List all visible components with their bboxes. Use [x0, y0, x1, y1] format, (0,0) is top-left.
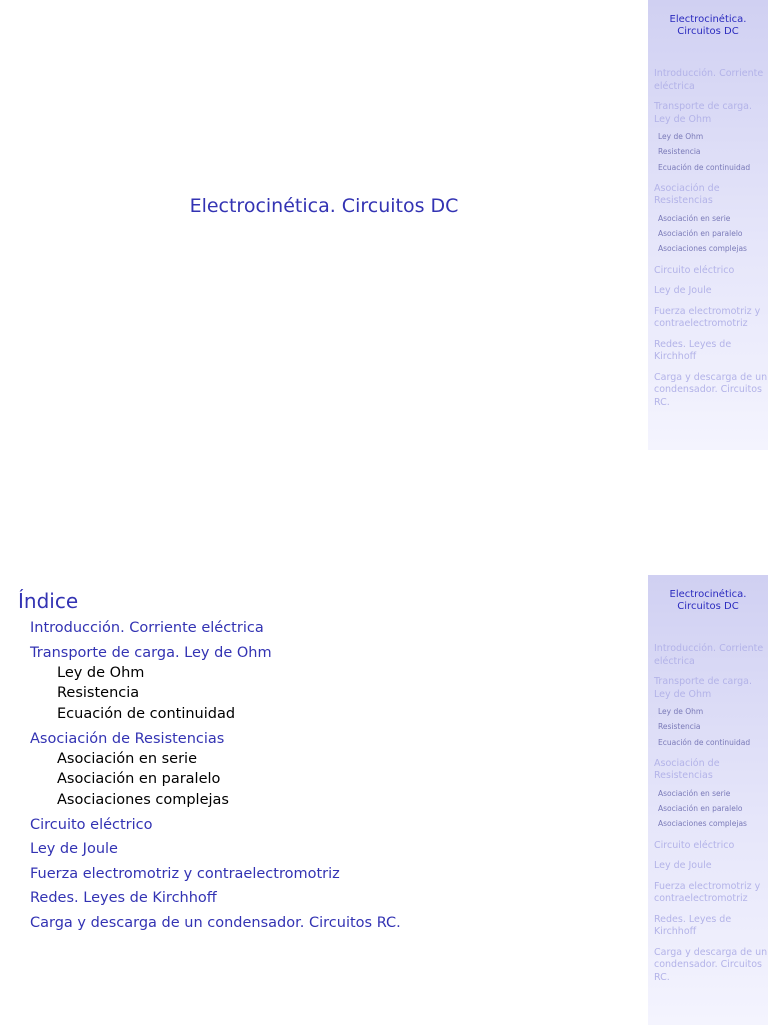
index-title: Índice [18, 589, 79, 613]
sidebar-section[interactable] [654, 339, 768, 364]
sidebar-section[interactable] [654, 101, 768, 175]
index-slide [0, 575, 768, 1025]
sidebar-section-label[interactable]: Redes. Leyes de Kirchhoff [654, 338, 732, 363]
sidebar-subsection[interactable]: Ecuación de continuidad [658, 162, 751, 172]
toc-section-label[interactable]: Ley de Joule [30, 841, 118, 857]
sidebar-section-label[interactable]: Circuito eléctrico [654, 264, 735, 276]
toc-section[interactable] [30, 865, 630, 884]
toc-subsection[interactable]: Ley de Ohm [57, 664, 145, 681]
sidebar-section[interactable] [654, 676, 768, 750]
sidebar-section-label[interactable]: Introducción. Corriente eléctrica [654, 643, 764, 667]
toc-subsection[interactable]: Asociaciones complejas [57, 791, 229, 808]
slide-title: Electrocinética. Circuitos DC [189, 195, 459, 217]
sidebar-section[interactable] [654, 860, 768, 873]
sidebar-section-label[interactable]: Asociación de Resistencias [654, 182, 720, 207]
sidebar-section[interactable] [654, 758, 768, 832]
sidebar-title[interactable]: Electrocinética. Circuitos DC [669, 589, 747, 612]
sidebar-section-label[interactable]: Ley de Joule [654, 285, 712, 297]
sidebar-section-label[interactable]: Ley de Joule [654, 860, 712, 872]
table-of-contents [30, 619, 630, 933]
toc-section[interactable] [30, 730, 630, 811]
toc-subsection[interactable]: Asociación en paralelo [57, 771, 221, 787]
sidebar-subsection[interactable]: Asociaciones complejas [658, 244, 747, 254]
sidebar-section-label[interactable]: Fuerza electromotriz y contraelectromotriz [654, 305, 761, 330]
sidebar-section[interactable] [654, 285, 768, 298]
sidebar-section[interactable] [654, 265, 768, 278]
toc-subsection[interactable]: Asociación en serie [57, 750, 198, 767]
sidebar-section-label[interactable]: Transporte de carga. Ley de Ohm [654, 676, 752, 700]
sidebar-subsection[interactable]: Asociaciones complejas [658, 819, 747, 829]
toc-section[interactable] [30, 889, 630, 908]
sidebar-subsection[interactable]: Asociación en serie [658, 788, 731, 798]
sidebar-section[interactable] [654, 643, 768, 668]
sidebar-section[interactable] [654, 947, 768, 985]
toc-section[interactable] [30, 816, 630, 835]
page-gap [0, 450, 768, 575]
toc-section-label[interactable]: Circuito eléctrico [30, 816, 153, 833]
sidebar-section-label[interactable]: Circuito eléctrico [654, 839, 735, 851]
sidebar-nav [654, 68, 768, 409]
title-slide [0, 0, 768, 450]
sidebar-nav [654, 643, 768, 984]
sidebar-section[interactable] [654, 881, 768, 906]
sidebar-subsection[interactable]: Resistencia [658, 722, 701, 732]
toc-section-label[interactable]: Asociación de Resistencias [30, 730, 225, 747]
toc-subsection[interactable]: Ecuación de continuidad [57, 705, 236, 722]
sidebar-section-label[interactable]: Carga y descarga de un condensador. Circuitos RC. [654, 371, 768, 408]
toc-section[interactable] [30, 840, 630, 859]
sidebar [648, 575, 768, 1025]
sidebar-section-label[interactable]: Fuerza electromotriz y contraelectromotriz [654, 880, 761, 905]
toc-section-label[interactable]: Fuerza electromotriz y contraelectromotriz [30, 865, 340, 882]
sidebar-section-label[interactable]: Asociación de Resistencias [654, 757, 720, 782]
sidebar-title[interactable]: Electrocinética. Circuitos DC [669, 14, 747, 37]
sidebar-subsection[interactable]: Ley de Ohm [658, 707, 704, 716]
toc-section[interactable] [30, 914, 630, 933]
sidebar-subsection[interactable]: Asociación en paralelo [658, 229, 743, 239]
sidebar-subsection[interactable]: Resistencia [658, 147, 701, 157]
sidebar-section[interactable] [654, 840, 768, 853]
toc-section[interactable] [30, 619, 630, 638]
sidebar [648, 0, 768, 450]
toc-section-label[interactable]: Carga y descarga de un condensador. Circuitos RC. [30, 914, 401, 931]
toc-subsection[interactable]: Resistencia [57, 685, 140, 701]
sidebar-subsection[interactable]: Asociación en serie [658, 213, 731, 223]
toc-section-label[interactable]: Transporte de carga. Ley de Ohm [30, 644, 272, 661]
sidebar-section[interactable] [654, 914, 768, 939]
sidebar-section-label[interactable]: Carga y descarga de un condensador. Circuitos RC. [654, 946, 768, 983]
sidebar-section-label[interactable]: Introducción. Corriente eléctrica [654, 68, 764, 92]
toc-section-label[interactable]: Introducción. Corriente eléctrica [30, 620, 264, 636]
sidebar-section[interactable] [654, 68, 768, 93]
sidebar-section-label[interactable]: Transporte de carga. Ley de Ohm [654, 101, 752, 125]
sidebar-section-label[interactable]: Redes. Leyes de Kirchhoff [654, 913, 732, 938]
sidebar-subsection[interactable]: Ley de Ohm [658, 132, 704, 141]
toc-section-label[interactable]: Redes. Leyes de Kirchhoff [30, 890, 217, 906]
sidebar-section[interactable] [654, 306, 768, 331]
sidebar-subsection[interactable]: Asociación en paralelo [658, 804, 743, 814]
sidebar-subsection[interactable]: Ecuación de continuidad [658, 737, 751, 747]
sidebar-section[interactable] [654, 372, 768, 410]
sidebar-section[interactable] [654, 183, 768, 257]
toc-section[interactable] [30, 644, 630, 725]
